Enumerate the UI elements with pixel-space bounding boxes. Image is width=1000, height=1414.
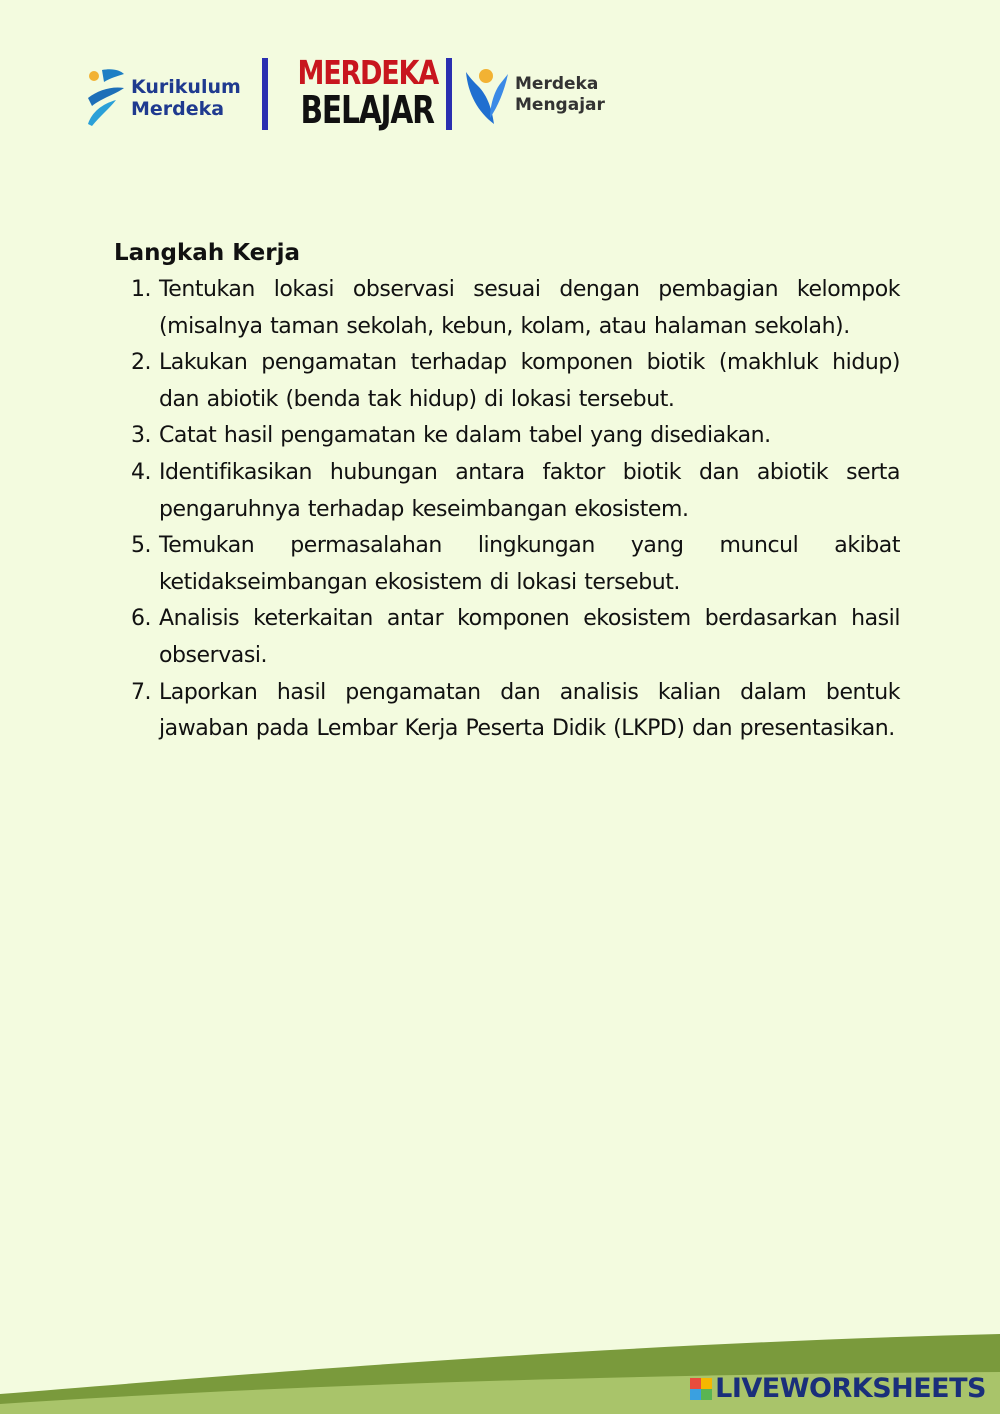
step-text: Analisis keterkaitan antar komponen ekosistem berdasarkan hasil observasi. [159, 606, 900, 668]
kurikulum-merdeka-mark-icon [84, 64, 128, 128]
merdeka-mengajar-mark-icon [464, 66, 510, 126]
step-number: 7. [131, 679, 152, 705]
merdeka-mengajar-text [515, 74, 605, 116]
mengajar-line: Mengajar [515, 95, 605, 115]
step-item [114, 601, 900, 674]
liveworksheets-logo-icon [690, 1378, 712, 1400]
step-number: 1. [131, 277, 152, 302]
kurikulum-merdeka-text [131, 76, 241, 120]
merdeka-line: Merdeka [131, 98, 225, 120]
merdeka-belajar-bottom: BELAJAR [300, 88, 434, 132]
langkah-kerja-section [114, 234, 900, 748]
step-text: Catat hasil pengamatan ke dalam tabel yang disediakan. [159, 423, 771, 449]
merdeka-mengajar-logo [464, 64, 624, 126]
logo-divider [262, 58, 268, 130]
step-text: Identifikasikan hubungan antara faktor biotik dan abiotik serta pengaruhnya terhadap keseimbangan ekosistem. [159, 459, 900, 522]
step-item [114, 272, 900, 345]
kurikulum-line: Kurikulum [131, 76, 241, 98]
step-number: 3. [131, 423, 152, 449]
step-number: 2. [131, 350, 152, 376]
step-text: Tentukan lokasi observasi sesuai dengan pembagian kelompok (misalnya taman sekolah, kebun, kolam, atau halaman sekolah). [159, 277, 900, 339]
merdeka-belajar-logo [284, 53, 439, 132]
step-item [114, 528, 900, 601]
step-item [114, 455, 900, 528]
merdeka-line: Merdeka [515, 74, 599, 94]
step-item [114, 418, 900, 455]
kurikulum-merdeka-logo [84, 62, 259, 128]
step-item [114, 345, 900, 418]
step-item [114, 675, 900, 748]
step-number: 5. [131, 533, 152, 559]
logo-divider [446, 58, 452, 130]
steps-list [114, 272, 900, 748]
liveworksheets-text: LIVEWORKSHEETS [715, 1373, 986, 1404]
step-text: Lakukan pengamatan terhadap komponen biotik (makhluk hidup) dan abiotik (benda tak hidup) di lokasi tersebut. [159, 350, 900, 412]
step-text: Temukan permasalahan lingkungan yang muncul akibat ketidakseimbangan ekosistem di lokasi tersebut. [159, 533, 900, 595]
step-number: 4. [131, 459, 152, 485]
liveworksheets-brand[interactable] [690, 1373, 986, 1404]
step-text: Laporkan hasil pengamatan dan analisis kalian dalam bentuk jawaban pada Lembar Kerja Peserta Didik (LKPD) dan presentasikan. [159, 679, 900, 742]
section-heading: Langkah Kerja [114, 240, 300, 266]
step-number: 6. [131, 606, 152, 632]
merdeka-belajar-top: MERDEKA [297, 53, 439, 92]
